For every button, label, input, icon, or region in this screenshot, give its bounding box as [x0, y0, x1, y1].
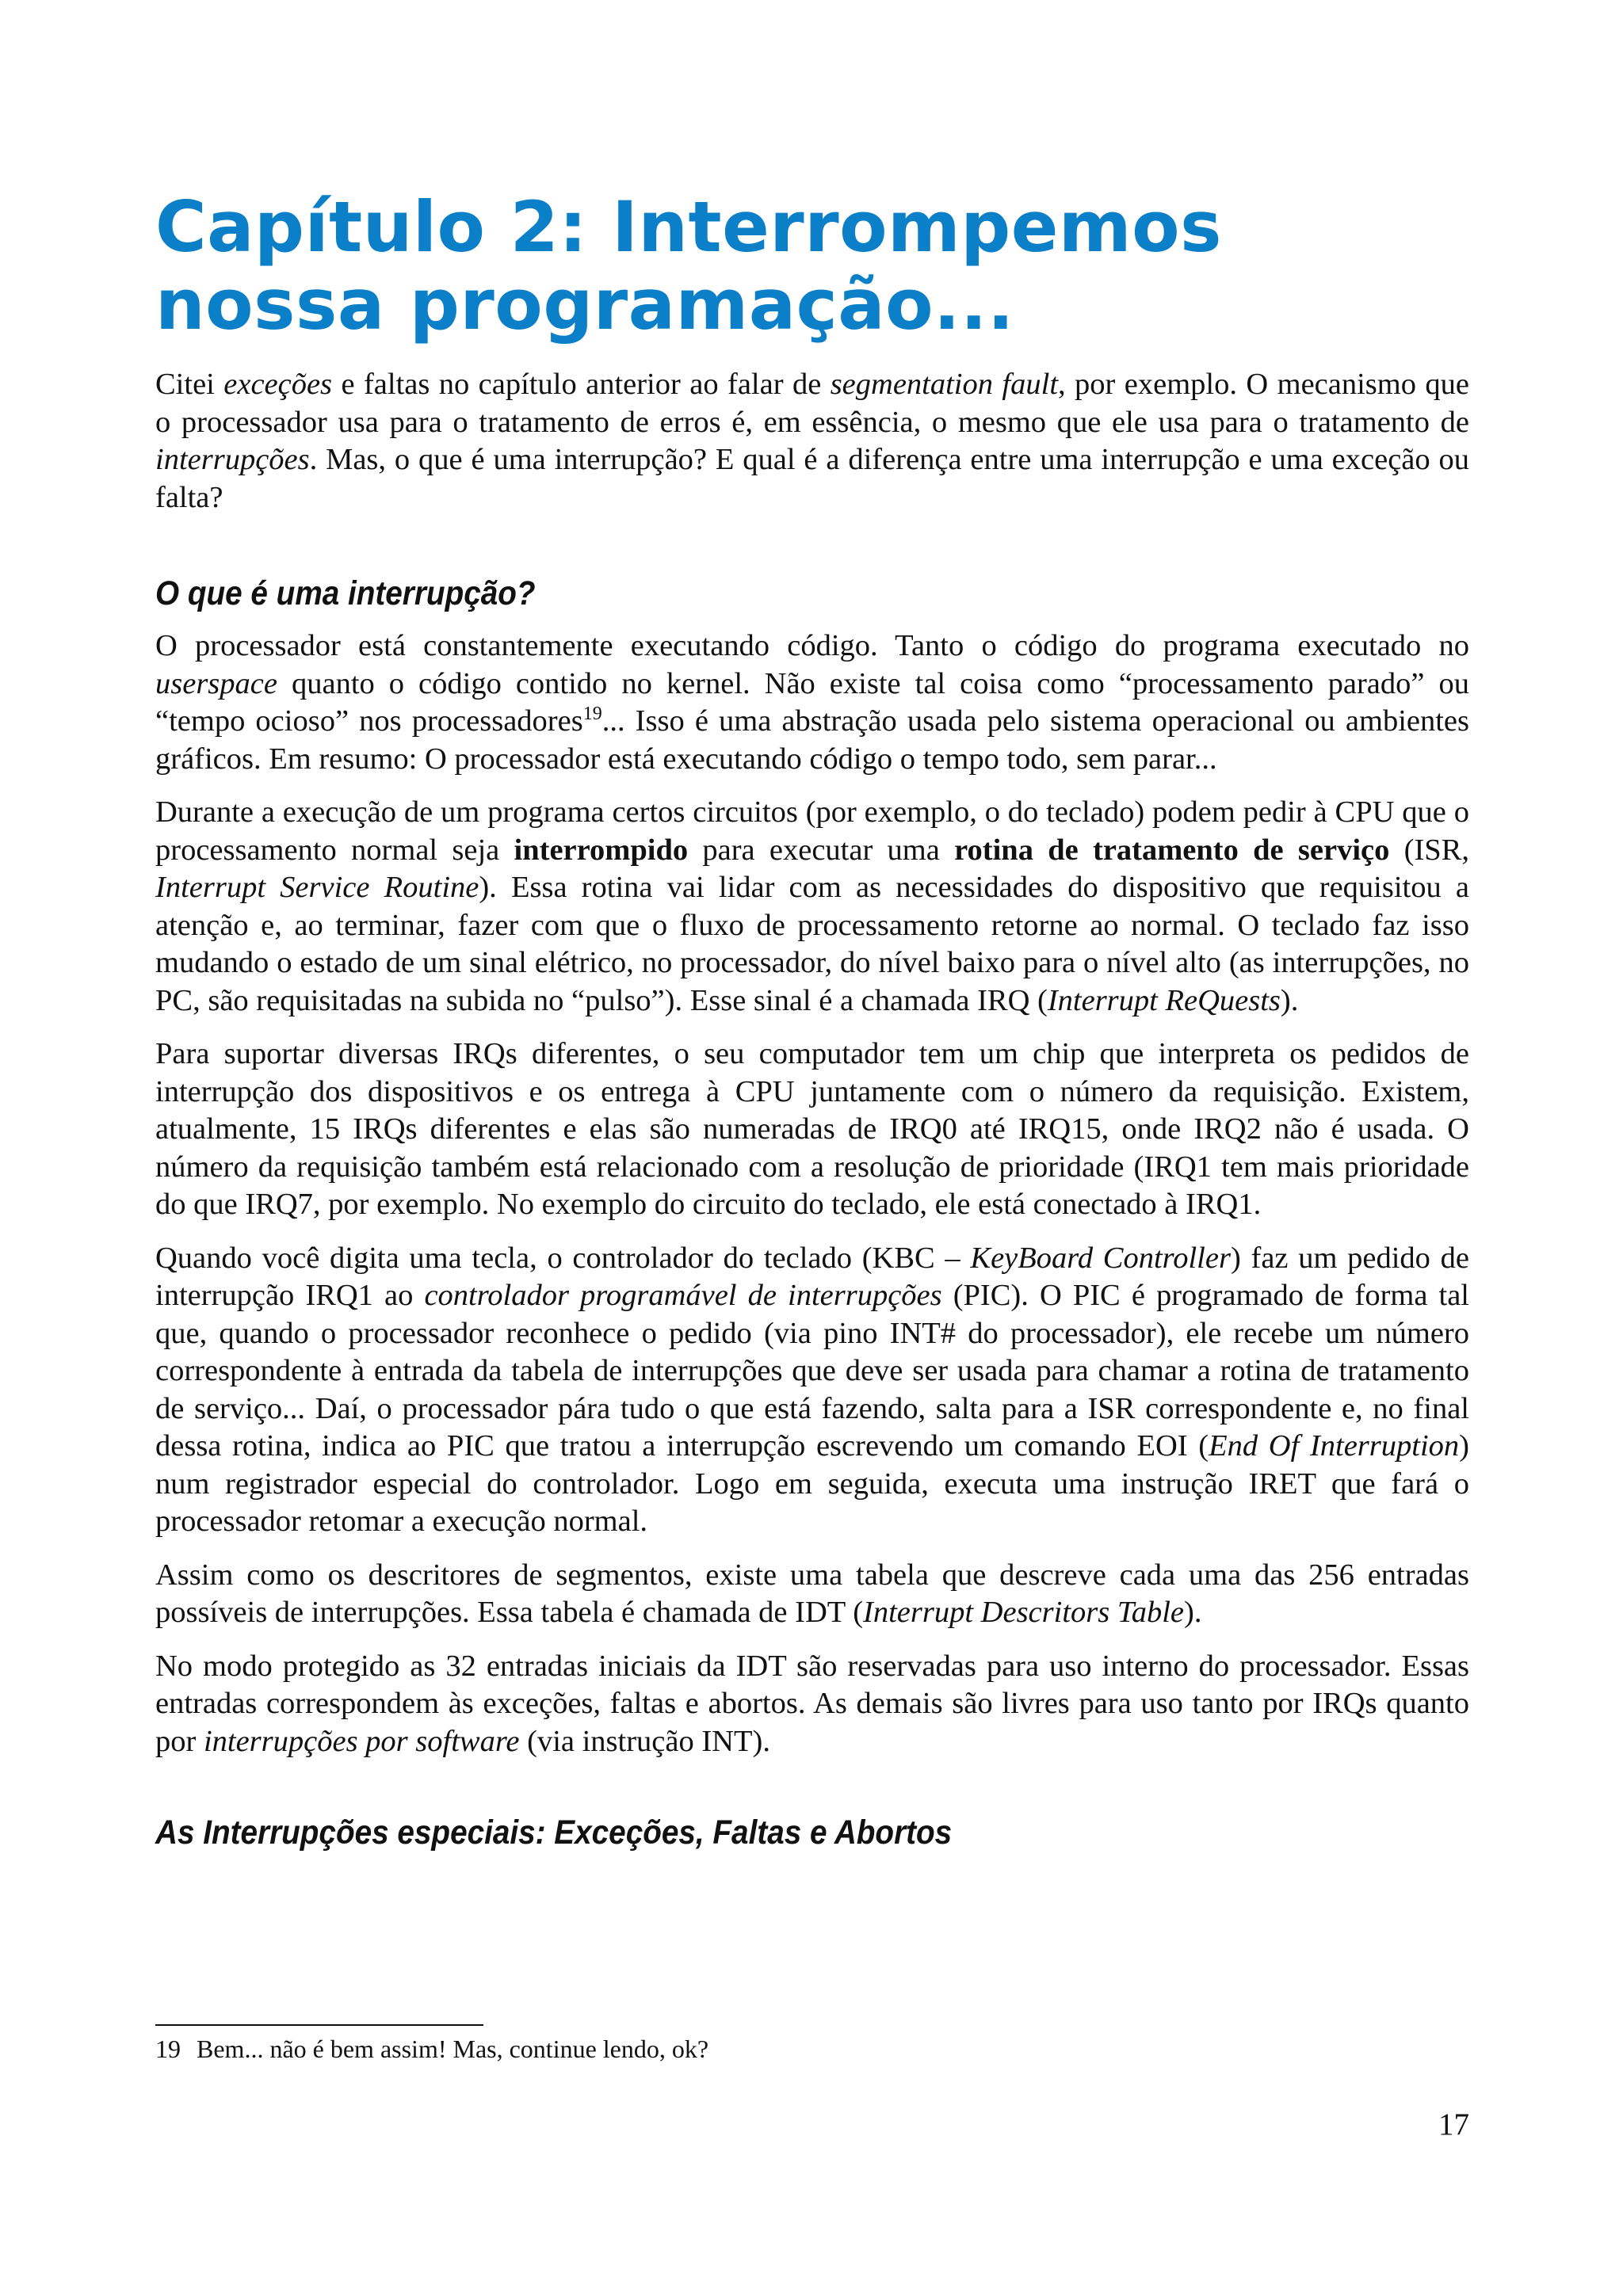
text-run: Citei — [155, 368, 224, 401]
text-run: (PIC). O PIC é programado de forma tal que, quando o processador reconhece o pedido (via pino INT# do processador), ele recebe um número correspondente à entrada da tabela de interrupções que deve ser usada para chamar a rotina de tratamento de serviço... Daí, o processador pára tudo o que está fazendo, salta para a ISR correspondente e, no final dessa rotina, indica ao PIC que tratou a interrupção escrevendo um comando EOI ( — [155, 1279, 1469, 1463]
text-run: (ISR, — [1389, 833, 1470, 867]
italic-run: Interrupt Descritors Table — [863, 1596, 1185, 1629]
text-run: Para suportar diversas IRQs diferentes, o seu computador tem um chip que interpreta os pedidos de interrupção dos dispositivos e os entrega à CPU juntamente com o número da requisição. Existem, atualmente, 15 IRQs diferentes e elas são numeradas de IRQ0 até IRQ15, onde IRQ2 não é usada. O número da requisição também está relacionado com a resolução de prioridade (IRQ1 tem mais prioridade do que IRQ7, por exemplo. No exemplo do circuito do teclado, ele está conectado à IRQ1. — [155, 1037, 1469, 1221]
text-run: Assim como os descritores de segmentos, existe uma tabela que descreve cada uma das 256 entradas possíveis de interrupções. Essa tabela é chamada de IDT ( — [155, 1558, 1469, 1629]
section1-paragraph-6 — [155, 1648, 1469, 1761]
italic-run: interrupções por software — [203, 1724, 520, 1758]
text-run: quanto o código contido no kernel. Não existe tal coisa como “processamento parado” ou “tempo ocioso” nos processadores — [155, 666, 1469, 738]
italic-run: userspace — [155, 666, 277, 700]
text-run: ... Isso é uma abstração usada pelo sistema operacional ou ambientes gráficos. Em resumo: O processador está executando código o tempo todo, sem parar... — [155, 704, 1469, 776]
text-run: . Mas, o que é uma interrupção? E qual é a diferença entre uma interrupção e uma exceção ou falta? — [155, 443, 1469, 514]
text-run: (via instrução INT). — [519, 1724, 770, 1758]
footnote-text: Bem... não é bem assim! Mas, continue lendo, ok? — [197, 2035, 709, 2063]
text-run: ) num registrador especial do controlador. Logo em seguida, executa uma instrução IRET que fará o processador retomar a execução normal. — [155, 1429, 1469, 1538]
italic-run: KeyBoard Controller — [970, 1241, 1231, 1275]
text-run: ). — [1184, 1596, 1202, 1629]
section1-paragraph-4 — [155, 1240, 1469, 1541]
text-run: , por exemplo. O mecanismo que o processador usa para o tratamento de erros é, em essência, o mesmo que ele usa para o tratamento de — [155, 368, 1469, 439]
section1-paragraph-5 — [155, 1557, 1469, 1632]
text-run: O processador está constantemente executando código. Tanto o código do programa executado no — [155, 629, 1469, 662]
section-heading-interrupcoes-especiais: As Interrupções especiais: Exceções, Faltas e Abortos — [155, 1814, 953, 1852]
text-run: Quando você digita uma tecla, o controlador do teclado (KBC – — [155, 1241, 971, 1275]
italic-run: Interrupt ReQuests — [1047, 983, 1281, 1017]
bold-run: rotina de tratamento de serviço — [954, 833, 1390, 867]
footnote-reference: 19 — [582, 704, 602, 725]
footnote — [155, 2033, 708, 2065]
italic-run: controlador programável de interrupções — [424, 1279, 942, 1312]
text-run: e faltas no capítulo anterior ao falar de — [332, 368, 831, 401]
footnote-separator — [155, 2024, 483, 2026]
italic-run: exceções — [223, 368, 333, 401]
section-heading-interrupcao: O que é uma interrupção? — [155, 574, 536, 612]
chapter-title: Capítulo 2: Interrompemos nossa programação... — [155, 186, 1222, 345]
page-content — [155, 186, 1470, 1867]
text-run: ) faz um pedido de interrupção IRQ1 ao — [155, 1241, 1469, 1312]
text-run: No modo protegido as 32 entradas iniciais da IDT são reservadas para uso interno do processador. Essas entradas correspondem às exceções, faltas e abortos. As demais são livres para uso tanto por IRQs quanto por — [155, 1649, 1469, 1758]
page-number: 17 — [1438, 2107, 1469, 2142]
text-run: Durante a execução de um programa certos circuitos (por exemplo, o do teclado) podem pedir à CPU que o processamento normal seja — [155, 795, 1469, 867]
italic-run: interrupções — [155, 443, 310, 476]
footnote-number: 19 — [155, 2035, 181, 2063]
intro-paragraph — [155, 366, 1469, 517]
italic-run: End Of Interruption — [1209, 1429, 1460, 1463]
italic-run: Interrupt Service Routine — [155, 871, 479, 904]
section1-paragraph-3 — [155, 1035, 1469, 1224]
section1-paragraph-1 — [155, 627, 1469, 778]
bold-run: interrompido — [514, 833, 689, 867]
italic-run: segmentation fault — [830, 368, 1059, 401]
section1-paragraph-2 — [155, 794, 1469, 1020]
text-run: ). Essa rotina vai lidar com as necessidades do dispositivo que requisitou a atenção e, ao terminar, fazer com que o fluxo de processamento retorne ao normal. O teclado faz isso mudando o estado de um sinal elétrico, no processador, do nível baixo para o nível alto (as interrupções, no PC, são requisitadas na subida no “pulso”). Esse sinal é a chamada IRQ ( — [155, 871, 1469, 1017]
text-run: ). — [1280, 983, 1299, 1017]
text-run: para executar uma — [688, 833, 955, 867]
